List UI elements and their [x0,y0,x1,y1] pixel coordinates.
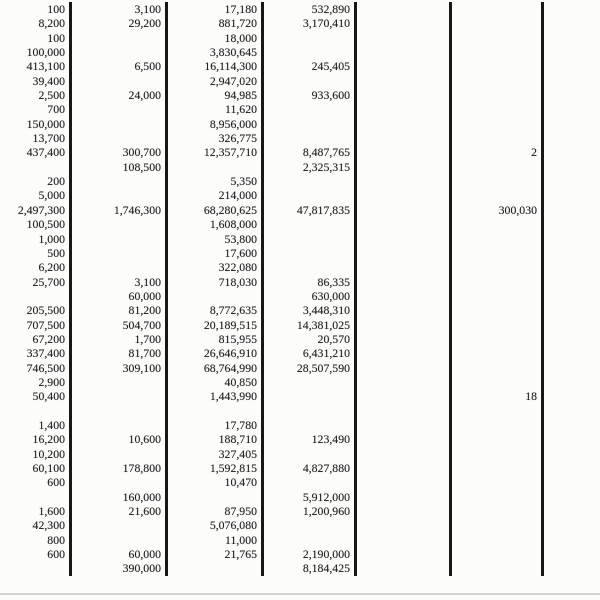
table-cell-r29-c1 [0,404,72,418]
table-cell-r7-c5 [357,88,452,102]
table-cell-r13-c1: 200 [0,174,72,188]
table-cell-r32-c7 [544,447,600,461]
table-cell-r16-c6 [452,217,544,231]
table-cell-r35-c1 [0,490,72,504]
table-cell-r3-c7 [544,31,600,45]
table-cell-r40-c5 [357,561,452,575]
table-cell-r22-c4: 3,448,310 [264,303,357,317]
table-cell-r39-c6 [452,547,544,561]
table-cell-r16-c2 [72,217,168,231]
table-cell-r5-c4: 245,405 [264,59,357,73]
table-cell-r25-c4: 6,431,210 [264,346,357,360]
table-cell-r11-c7 [544,145,600,159]
table-cell-r15-c4: 47,817,835 [264,203,357,217]
table-cell-r22-c1: 205,500 [0,303,72,317]
table-cell-r40-c3 [168,561,264,575]
table-cell-r13-c6 [452,174,544,188]
table-cell-r11-c5 [357,145,452,159]
table-cell-r36-c5 [357,504,452,518]
table-cell-r19-c5 [357,260,452,274]
table-cell-r34-c7 [544,475,600,489]
table-cell-r13-c7 [544,174,600,188]
table-cell-r7-c6 [452,88,544,102]
table-cell-r30-c6 [452,418,544,432]
table-cell-r9-c1: 150,000 [0,117,72,131]
table-cell-r11-c3: 12,357,710 [168,145,264,159]
table-cell-r4-c2 [72,45,168,59]
table-cell-r6-c6 [452,74,544,88]
table-cell-r29-c2 [72,404,168,418]
table-cell-r21-c7 [544,289,600,303]
table-cell-r32-c2 [72,447,168,461]
table-cell-r28-c1: 50,400 [0,389,72,403]
table-cell-r27-c1: 2,900 [0,375,72,389]
table-cell-r28-c2 [72,389,168,403]
table-cell-r40-c6 [452,561,544,575]
table-cell-r20-c2: 3,100 [72,275,168,289]
table-cell-r31-c5 [357,432,452,446]
table-cell-r37-c7 [544,518,600,532]
table-cell-r26-c7 [544,361,600,375]
table-cell-r14-c5 [357,188,452,202]
table-cell-r30-c3: 17,780 [168,418,264,432]
table-cell-r36-c4: 1,200,960 [264,504,357,518]
table-cell-r10-c3: 326,775 [168,131,264,145]
table-cell-r15-c1: 2,497,300 [0,203,72,217]
table-cell-r33-c5 [357,461,452,475]
table-cell-r30-c4 [264,418,357,432]
table-cell-r22-c3: 8,772,635 [168,303,264,317]
table-cell-r7-c1: 2,500 [0,88,72,102]
table-cell-r14-c2 [72,188,168,202]
table-cell-r12-c2: 108,500 [72,160,168,174]
table-cell-r17-c5 [357,232,452,246]
table-cell-r27-c3: 40,850 [168,375,264,389]
table-cell-r27-c4 [264,375,357,389]
table-cell-r16-c1: 100,500 [0,217,72,231]
table-cell-r11-c1: 437,400 [0,145,72,159]
table-cell-r39-c2: 60,000 [72,547,168,561]
table-cell-r7-c2: 24,000 [72,88,168,102]
table-cell-r21-c2: 60,000 [72,289,168,303]
table-cell-r33-c6 [452,461,544,475]
table-cell-r23-c3: 20,189,515 [168,318,264,332]
table-cell-r9-c3: 8,956,000 [168,117,264,131]
table-cell-r4-c3: 3,830,645 [168,45,264,59]
table-cell-r23-c1: 707,500 [0,318,72,332]
table-cell-r19-c1: 6,200 [0,260,72,274]
table-cell-r33-c7 [544,461,600,475]
table-cell-r36-c2: 21,600 [72,504,168,518]
table-cell-r28-c6: 18 [452,389,544,403]
table-cell-r14-c4 [264,188,357,202]
table-cell-r22-c5 [357,303,452,317]
table-cell-r23-c7 [544,318,600,332]
table-cell-r4-c1: 100,000 [0,45,72,59]
table-cell-r14-c3: 214,000 [168,188,264,202]
table-cell-r12-c4: 2,325,315 [264,160,357,174]
table-cell-r28-c4 [264,389,357,403]
table-cell-r39-c1: 600 [0,547,72,561]
table-cell-r33-c2: 178,800 [72,461,168,475]
table-cell-r20-c4: 86,335 [264,275,357,289]
table-cell-r2-c4: 3,170,410 [264,16,357,30]
table-cell-r17-c1: 1,000 [0,232,72,246]
table-cell-r15-c7 [544,203,600,217]
table-cell-r29-c4 [264,404,357,418]
table-cell-r35-c7 [544,490,600,504]
table-cell-r26-c2: 309,100 [72,361,168,375]
table-cell-r36-c6 [452,504,544,518]
table-cell-r11-c4: 8,487,765 [264,145,357,159]
table-cell-r29-c5 [357,404,452,418]
table-cell-r9-c7 [544,117,600,131]
table-cell-r7-c7 [544,88,600,102]
table-cell-r17-c3: 53,800 [168,232,264,246]
table-cell-r1-c6 [452,2,544,16]
table-cell-r21-c4: 630,000 [264,289,357,303]
table-cell-r6-c7 [544,74,600,88]
table-cell-r3-c1: 100 [0,31,72,45]
table-cell-r26-c6 [452,361,544,375]
table-cell-r34-c3: 10,470 [168,475,264,489]
table-cell-r3-c2 [72,31,168,45]
table-cell-r35-c6 [452,490,544,504]
table-cell-r5-c3: 16,114,300 [168,59,264,73]
table-cell-r15-c3: 68,280,625 [168,203,264,217]
table-cell-r1-c2: 3,100 [72,2,168,16]
table-cell-r40-c2: 390,000 [72,561,168,575]
table-cell-r13-c2 [72,174,168,188]
table-cell-r5-c6 [452,59,544,73]
table-cell-r34-c2 [72,475,168,489]
table-cell-r1-c1: 100 [0,2,72,16]
table-cell-r3-c3: 18,000 [168,31,264,45]
table-cell-r30-c2 [72,418,168,432]
table-cell-r23-c4: 14,381,025 [264,318,357,332]
table-cell-r7-c3: 94,985 [168,88,264,102]
table-cell-r2-c3: 881,720 [168,16,264,30]
table-cell-r7-c4: 933,600 [264,88,357,102]
table-cell-r5-c5 [357,59,452,73]
table-cell-r25-c6 [452,346,544,360]
table-cell-r36-c7 [544,504,600,518]
table-cell-r29-c3 [168,404,264,418]
table-cell-r35-c4: 5,912,000 [264,490,357,504]
table-cell-r10-c2 [72,131,168,145]
table-cell-r24-c6 [452,332,544,346]
table-cell-r38-c6 [452,533,544,547]
table-cell-r2-c5 [357,16,452,30]
table-cell-r6-c3: 2,947,020 [168,74,264,88]
table-cell-r9-c4 [264,117,357,131]
table-cell-r10-c5 [357,131,452,145]
table-cell-r31-c6 [452,432,544,446]
table-cell-r38-c1: 800 [0,533,72,547]
table-cell-r9-c5 [357,117,452,131]
table-cell-r21-c3 [168,289,264,303]
table-cell-r16-c5 [357,217,452,231]
table-cell-r17-c6 [452,232,544,246]
table-cell-r14-c6 [452,188,544,202]
table-cell-r5-c7 [544,59,600,73]
table-cell-r11-c6: 2 [452,145,544,159]
table-cell-r14-c7 [544,188,600,202]
table-cell-r19-c3: 322,080 [168,260,264,274]
table-cell-r2-c6 [452,16,544,30]
table-cell-r29-c6 [452,404,544,418]
table-cell-r18-c4 [264,246,357,260]
table-cell-r10-c7 [544,131,600,145]
table-cell-r23-c2: 504,700 [72,318,168,332]
table-cell-r5-c1: 413,100 [0,59,72,73]
table-cell-r31-c4: 123,490 [264,432,357,446]
table-cell-r28-c7 [544,389,600,403]
table-cell-r27-c6 [452,375,544,389]
table-cell-r34-c5 [357,475,452,489]
table-cell-r35-c2: 160,000 [72,490,168,504]
table-cell-r2-c7 [544,16,600,30]
table-cell-r40-c1 [0,561,72,575]
table-cell-r13-c5 [357,174,452,188]
table-cell-r2-c2: 29,200 [72,16,168,30]
table-cell-r25-c7 [544,346,600,360]
table-cell-r32-c3: 327,405 [168,447,264,461]
table-cell-r11-c2: 300,700 [72,145,168,159]
table-cell-r28-c3: 1,443,990 [168,389,264,403]
table-cell-r26-c3: 68,764,990 [168,361,264,375]
table-cell-r8-c3: 11,620 [168,102,264,116]
table-cell-r27-c2 [72,375,168,389]
table-cell-r1-c3: 17,180 [168,2,264,16]
table-cell-r12-c3 [168,160,264,174]
table-cell-r4-c4 [264,45,357,59]
table-cell-r15-c5 [357,203,452,217]
table-cell-r4-c7 [544,45,600,59]
table-cell-r18-c1: 500 [0,246,72,260]
table-cell-r35-c5 [357,490,452,504]
table-cell-r6-c4 [264,74,357,88]
table-cell-r25-c1: 337,400 [0,346,72,360]
table-cell-r18-c2 [72,246,168,260]
table-cell-r30-c1: 1,400 [0,418,72,432]
table-cell-r24-c3: 815,955 [168,332,264,346]
table-cell-r31-c7 [544,432,600,446]
table-cell-r10-c6 [452,131,544,145]
table-cell-r26-c4: 28,507,590 [264,361,357,375]
table-cell-r24-c7 [544,332,600,346]
table-cell-r3-c4 [264,31,357,45]
table-cell-r31-c3: 188,710 [168,432,264,446]
table-cell-r40-c7 [544,561,600,575]
table-cell-r12-c1 [0,160,72,174]
table-cell-r20-c3: 718,030 [168,275,264,289]
table-cell-r8-c7 [544,102,600,116]
table-cell-r25-c2: 81,700 [72,346,168,360]
table-cell-r27-c5 [357,375,452,389]
table-cell-r40-c4: 8,184,425 [264,561,357,575]
table-cell-r25-c5 [357,346,452,360]
table-cell-r38-c7 [544,533,600,547]
table-cell-r18-c6 [452,246,544,260]
table-cell-r16-c3: 1,608,000 [168,217,264,231]
table-cell-r9-c6 [452,117,544,131]
table-cell-r38-c4 [264,533,357,547]
table-cell-r24-c1: 67,200 [0,332,72,346]
table-cell-r17-c4 [264,232,357,246]
table-cell-r33-c3: 1,592,815 [168,461,264,475]
table-cell-r1-c4: 532,890 [264,2,357,16]
table-cell-r17-c2 [72,232,168,246]
table-cell-r12-c7 [544,160,600,174]
table-cell-r27-c7 [544,375,600,389]
table-cell-r15-c6: 300,030 [452,203,544,217]
table-cell-r24-c2: 1,700 [72,332,168,346]
table-cell-r24-c4: 20,570 [264,332,357,346]
table-cell-r13-c4 [264,174,357,188]
table-cell-r38-c5 [357,533,452,547]
table-cell-r13-c3: 5,350 [168,174,264,188]
table-cell-r22-c7 [544,303,600,317]
table-cell-r38-c3: 11,000 [168,533,264,547]
table-cell-r23-c5 [357,318,452,332]
table-cell-r6-c1: 39,400 [0,74,72,88]
table-cell-r24-c5 [357,332,452,346]
table-cell-r35-c3 [168,490,264,504]
table-cell-r39-c5 [357,547,452,561]
table-cell-r26-c1: 746,500 [0,361,72,375]
table-cell-r18-c7 [544,246,600,260]
table-cell-r29-c7 [544,404,600,418]
table-cell-r8-c4 [264,102,357,116]
table-cell-r10-c1: 13,700 [0,131,72,145]
table-cell-r15-c2: 1,746,300 [72,203,168,217]
table-cell-r8-c2 [72,102,168,116]
table-cell-r20-c7 [544,275,600,289]
table-cell-r30-c7 [544,418,600,432]
table-cell-r8-c6 [452,102,544,116]
table-cell-r32-c5 [357,447,452,461]
table-cell-r37-c6 [452,518,544,532]
table-cell-r37-c2 [72,518,168,532]
table-cell-r34-c1: 600 [0,475,72,489]
table-cell-r36-c3: 87,950 [168,504,264,518]
table-cell-r4-c5 [357,45,452,59]
table-cell-r26-c5 [357,361,452,375]
table-cell-r31-c1: 16,200 [0,432,72,446]
table-cell-r20-c5 [357,275,452,289]
table-cell-r39-c4: 2,190,000 [264,547,357,561]
table-cell-r39-c7 [544,547,600,561]
table-cell-r12-c5 [357,160,452,174]
table-cell-r34-c6 [452,475,544,489]
table-cell-r37-c4 [264,518,357,532]
bottom-rule [0,593,600,595]
table-cell-r22-c6 [452,303,544,317]
table-cell-r37-c1: 42,300 [0,518,72,532]
table-cell-r14-c1: 5,000 [0,188,72,202]
table-cell-r4-c6 [452,45,544,59]
table-cell-r19-c7 [544,260,600,274]
table-cell-r31-c2: 10,600 [72,432,168,446]
table-grid [0,2,600,576]
table-cell-r21-c1 [0,289,72,303]
table-cell-r33-c1: 60,100 [0,461,72,475]
table-cell-r19-c2 [72,260,168,274]
table-cell-r32-c1: 10,200 [0,447,72,461]
table-cell-r18-c5 [357,246,452,260]
table-cell-r6-c5 [357,74,452,88]
table-cell-r36-c1: 1,600 [0,504,72,518]
table-cell-r3-c6 [452,31,544,45]
table-cell-r9-c2 [72,117,168,131]
table-cell-r1-c7 [544,2,600,16]
table-cell-r28-c5 [357,389,452,403]
table-cell-r20-c6 [452,275,544,289]
table-cell-r8-c1: 700 [0,102,72,116]
table-cell-r2-c1: 8,200 [0,16,72,30]
table-cell-r3-c5 [357,31,452,45]
table-cell-r37-c3: 5,076,080 [168,518,264,532]
table-cell-r19-c6 [452,260,544,274]
table-cell-r5-c2: 6,500 [72,59,168,73]
table-cell-r19-c4 [264,260,357,274]
table-cell-r37-c5 [357,518,452,532]
table-cell-r16-c4 [264,217,357,231]
table-cell-r23-c6 [452,318,544,332]
table-cell-r10-c4 [264,131,357,145]
table-cell-r21-c5 [357,289,452,303]
table-cell-r30-c5 [357,418,452,432]
table-cell-r33-c4: 4,827,880 [264,461,357,475]
table-cell-r32-c6 [452,447,544,461]
table-cell-r18-c3: 17,600 [168,246,264,260]
table-cell-r34-c4 [264,475,357,489]
table-cell-r38-c2 [72,533,168,547]
table-cell-r20-c1: 25,700 [0,275,72,289]
table-cell-r25-c3: 26,646,910 [168,346,264,360]
table-cell-r16-c7 [544,217,600,231]
table-cell-r39-c3: 21,765 [168,547,264,561]
table-cell-r1-c5 [357,2,452,16]
table-cell-r8-c5 [357,102,452,116]
table-cell-r12-c6 [452,160,544,174]
table-cell-r32-c4 [264,447,357,461]
table-cell-r17-c7 [544,232,600,246]
table-cell-r22-c2: 81,200 [72,303,168,317]
table-cell-r6-c2 [72,74,168,88]
table-cell-r21-c6 [452,289,544,303]
